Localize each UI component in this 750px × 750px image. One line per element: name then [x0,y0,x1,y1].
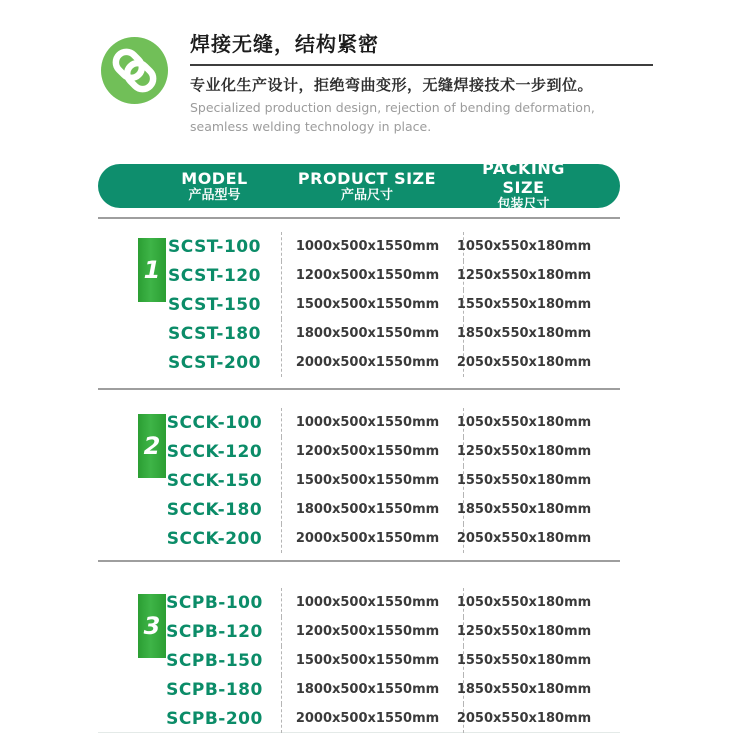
model-cell: SCST-120 [168,265,261,286]
column-header-product-size-cn: 产品尺寸 [340,187,393,203]
column-header-product-size-en: PRODUCT SIZE [297,168,437,188]
packing-size-cell: 1850x550x180mm [463,319,620,348]
table-group-3 [98,588,620,733]
column-header-packing-size-en: PACKING SIZE [482,159,565,198]
model-cell: SCST-100 [168,236,261,257]
section-subtitle-cn: 专业化生产设计，拒绝弯曲变形，无缝焊接技术一步到位。 [190,76,594,94]
product-size-cell: 1000x500x1550mm [281,232,463,261]
column-header-model-en: MODEL [181,168,248,188]
column-header-packing-size-cn: 包装尺寸 [497,197,550,213]
product-size-cell: 1800x500x1550mm [281,319,463,348]
model-cell: SCST-200 [168,352,261,373]
product-size-cell: 2000x500x1550mm [281,348,463,377]
section-title: 焊接无缝，结构紧密 [190,28,653,66]
divider-line-top [98,217,620,219]
product-size-cell: 1500x500x1550mm [281,290,463,319]
table-group-2 [98,408,620,553]
packing-size-cell: 1250x550x180mm [463,437,620,466]
model-cell: SCPB-150 [166,650,263,671]
packing-size-cell: 1250x550x180mm [463,261,620,290]
model-cell: SCPB-120 [166,621,263,642]
column-header-product-size [281,169,463,204]
packing-size-cell: 1850x550x180mm [463,675,620,704]
intro-text-block [190,28,653,137]
model-cell: SCCK-200 [166,528,263,549]
packing-size-cell: 1250x550x180mm [463,617,620,646]
column-header-packing-size [463,159,620,213]
table-group-1 [98,232,620,377]
packing-size-cell: 1550x550x180mm [463,466,620,495]
divider-line-group1-group2 [98,388,620,390]
table-header-bar [98,159,620,213]
packing-size-cell: 1050x550x180mm [463,408,620,437]
product-size-cell: 2000x500x1550mm [281,704,463,733]
model-cell: SCPB-180 [166,679,263,700]
packing-size-cell: 1050x550x180mm [463,232,620,261]
group-number-badge: 2 [138,414,166,478]
product-size-cell: 1500x500x1550mm [281,466,463,495]
product-size-cell: 1000x500x1550mm [281,408,463,437]
packing-size-cell: 1550x550x180mm [463,290,620,319]
packing-size-cell: 2050x550x180mm [463,524,620,553]
product-size-cell: 2000x500x1550mm [281,524,463,553]
product-size-cell: 1800x500x1550mm [281,675,463,704]
chain-link-icon [101,37,168,104]
model-cell: SCST-150 [168,294,261,315]
group-number-badge: 1 [138,238,166,302]
model-cell: SCST-180 [168,323,261,344]
column-header-model-cn: 产品型号 [188,187,241,203]
product-size-cell: 1500x500x1550mm [281,646,463,675]
packing-size-cell: 1050x550x180mm [463,588,620,617]
model-cell: SCPB-100 [166,592,263,613]
packing-size-cell: 2050x550x180mm [463,704,620,733]
product-size-cell: 1000x500x1550mm [281,588,463,617]
model-cell: SCCK-120 [166,441,263,462]
model-cell: SCCK-100 [166,412,263,433]
section-subtitle-en: Specialized production design, rejection of bending deformation, seamless welding technology in place. [190,100,595,135]
column-header-model [98,169,281,204]
divider-line-group2-group3 [98,560,620,562]
product-size-cell: 1200x500x1550mm [281,261,463,290]
product-size-cell: 1200x500x1550mm [281,437,463,466]
model-cell: SCCK-180 [166,499,263,520]
packing-size-cell: 1550x550x180mm [463,646,620,675]
product-size-cell: 1800x500x1550mm [281,495,463,524]
model-cell: SCPB-200 [166,708,263,729]
packing-size-cell: 1850x550x180mm [463,495,620,524]
model-cell: SCCK-150 [166,470,263,491]
packing-size-cell: 2050x550x180mm [463,348,620,377]
product-size-cell: 1200x500x1550mm [281,617,463,646]
group-number-badge: 3 [138,594,166,658]
